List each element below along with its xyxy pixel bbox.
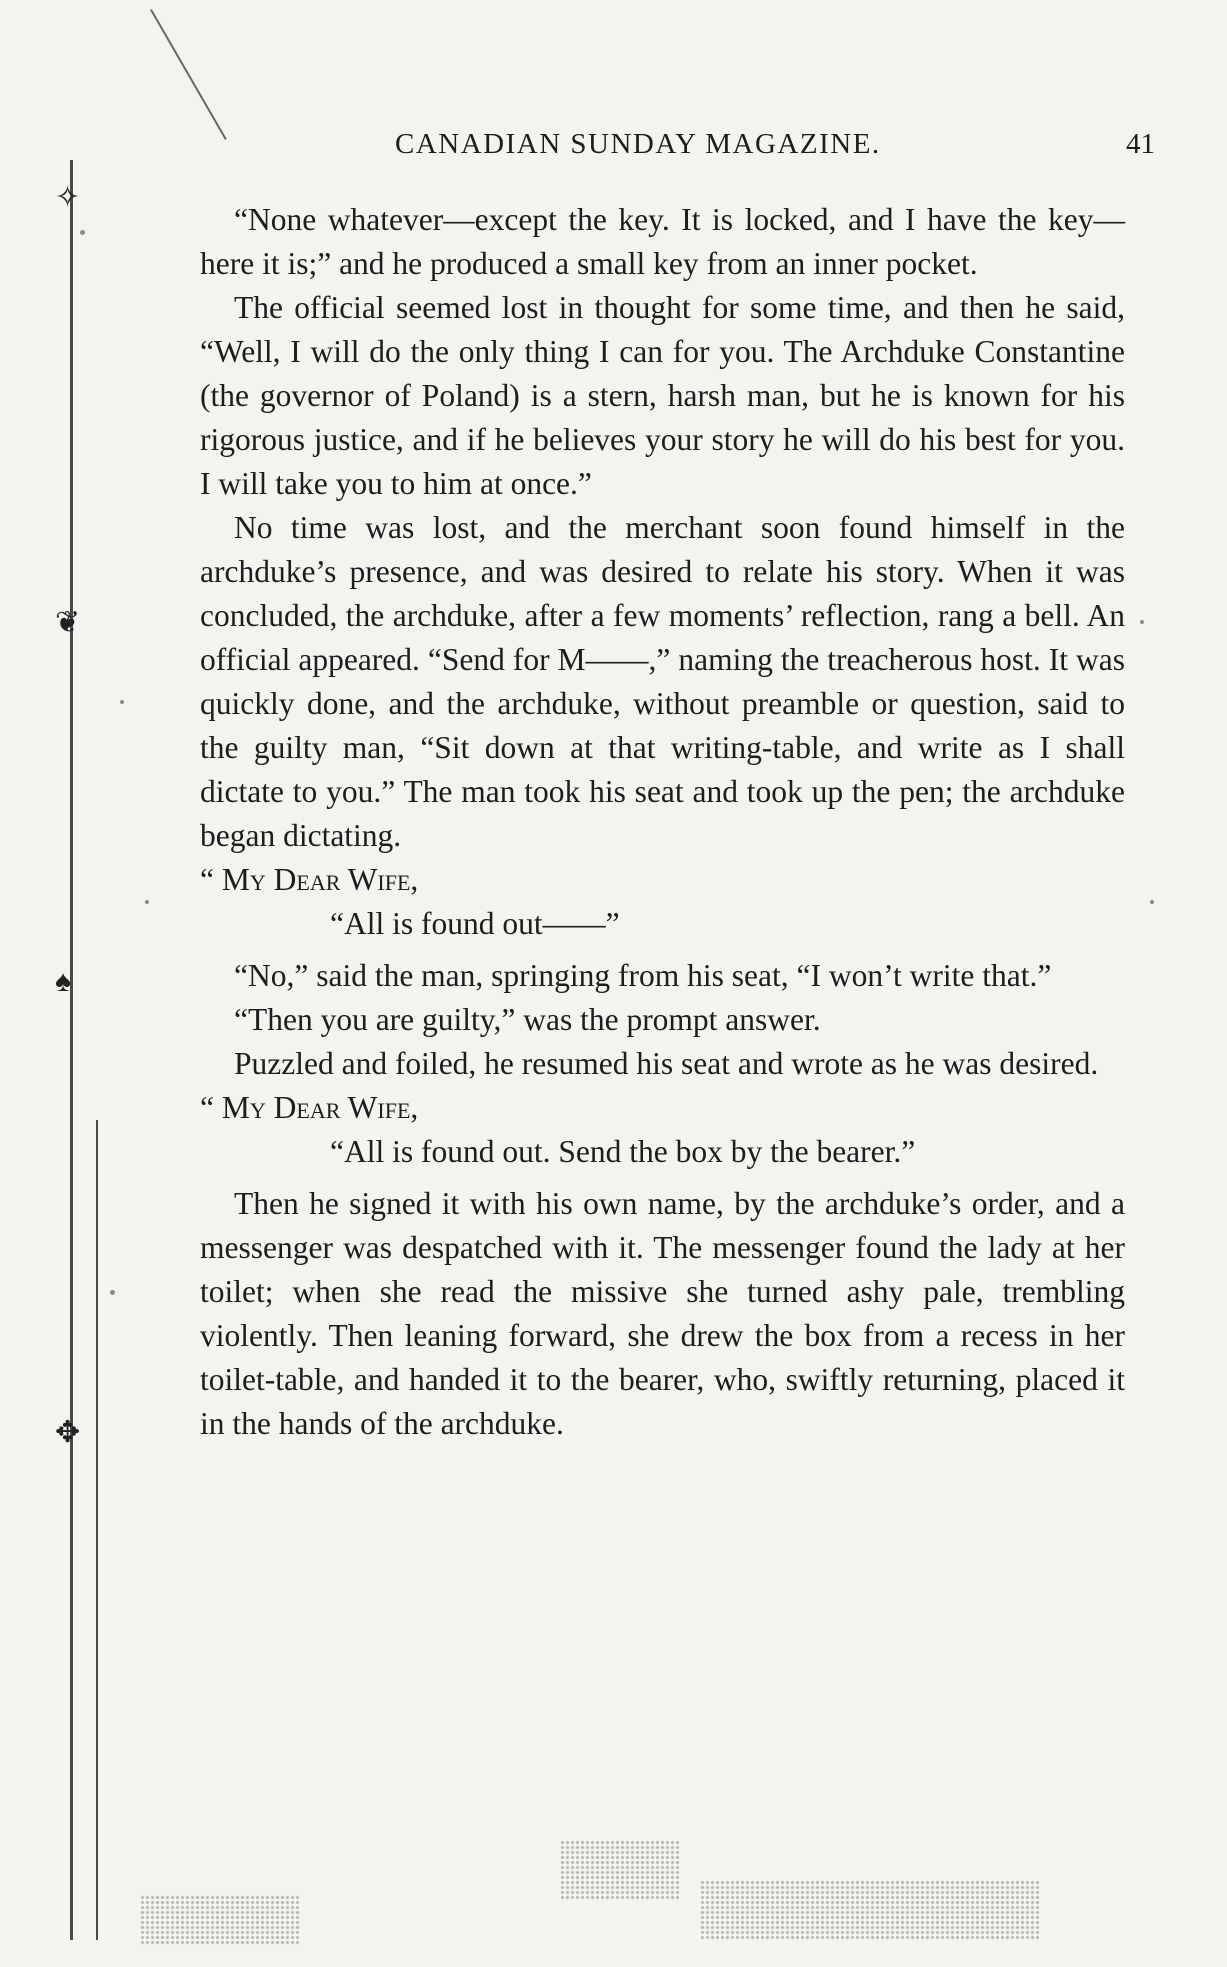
print-smudge bbox=[700, 1880, 1040, 1940]
speckle bbox=[80, 230, 85, 235]
letter-salutation: “ My Dear Wife, bbox=[200, 1090, 419, 1125]
margin-ornament: ♠ bbox=[55, 965, 71, 998]
body-text bbox=[200, 198, 1125, 1446]
page-crease bbox=[150, 9, 227, 140]
speckle bbox=[145, 900, 149, 904]
print-smudge bbox=[560, 1840, 680, 1900]
paragraph: “Then you are guilty,” was the prompt answer. bbox=[234, 1002, 821, 1037]
paragraph: “None whatever—except the key. It is locked, and I have the key—here it is;” and he produced a small key from an inner pocket. bbox=[200, 202, 1125, 281]
paragraph: Puzzled and foiled, he resumed his seat and wrote as he was desired. bbox=[234, 1046, 1099, 1081]
margin-ornament: ✧ bbox=[55, 181, 81, 214]
page-number: 41 bbox=[1126, 128, 1155, 160]
margin-ornament: ✥ bbox=[55, 1416, 81, 1449]
running-header bbox=[395, 128, 1155, 168]
speckle bbox=[110, 1290, 115, 1295]
paragraph: “No,” said the man, springing from his seat, “I won’t write that.” bbox=[234, 958, 1052, 993]
magazine-title: CANADIAN SUNDAY MAGAZINE. bbox=[395, 128, 881, 160]
speckle bbox=[1140, 620, 1144, 624]
paragraph: Then he signed it with his own name, by the archduke’s order, and a messenger was despatched with it. The messenger found the lady at her toilet; when she read the missive she turned ashy pale, trembling violently. Then leaning forward, she drew the box from a recess in her toilet-table, and handed it to the bearer, who, swiftly returning, placed it in the hands of the archduke. bbox=[200, 1186, 1125, 1441]
letter-line: “All is found out. Send the box by the bearer.” bbox=[330, 1134, 916, 1169]
binding-edge-inner bbox=[96, 1120, 98, 1940]
binding-edge bbox=[70, 160, 73, 1940]
paragraph: No time was lost, and the merchant soon found himself in the archduke’s presence, and was desired to relate his story. When it was concluded, the archduke, after a few moments’ reflection, rang a bell. An official appeared. “Send for M——,” naming the treacherous host. It was quickly done, and the archduke, without preamble or question, said to the guilty man, “Sit down at that writing-table, and write as I shall dictate to you.” The man took his seat and took up the pen; the archduke began dictating. bbox=[200, 510, 1125, 853]
paragraph: The official seemed lost in thought for some time, and then he said, “Well, I will do the only thing I can for you. The Archduke Constantine (the governor of Poland) is a stern, harsh man, but he is known for his rigorous justice, and if he believes your story he will do his best for you. I will take you to him at once.” bbox=[200, 290, 1125, 501]
margin-ornament: ❦ bbox=[55, 606, 81, 639]
speckle bbox=[1150, 900, 1154, 904]
letter-salutation: “ My Dear Wife, bbox=[200, 862, 419, 897]
letter-line: “All is found out——” bbox=[330, 906, 620, 941]
speckle bbox=[120, 700, 124, 704]
print-smudge bbox=[140, 1895, 300, 1945]
